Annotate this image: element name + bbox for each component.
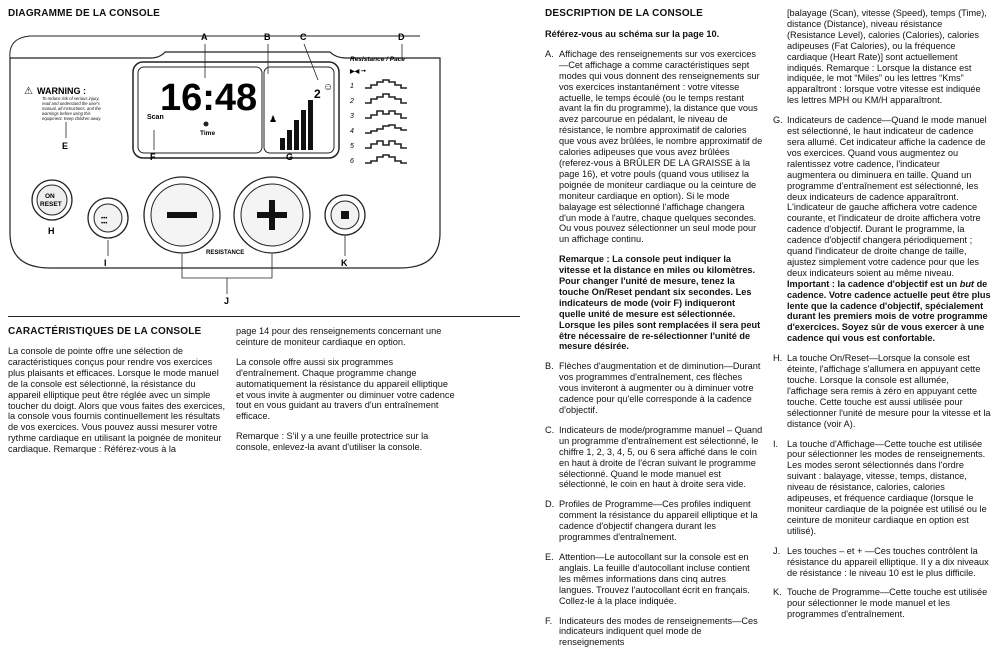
runner-icon: ♟: [269, 114, 278, 124]
diagram-title: DIAGRAMME DE LA CONSOLE: [8, 8, 161, 19]
program-button[interactable]: [325, 195, 365, 235]
on-label: ON: [45, 193, 55, 200]
svg-text:•••: •••: [101, 221, 108, 227]
console-diagram: [0, 18, 520, 310]
item-j: J. Les touches – et + —Ces touches contrôlent la résistance du appareil elliptique. Il y a dix niveaux de résistance : le niveau 10 est le plus difficile.: [773, 545, 989, 578]
minus-button[interactable]: [144, 177, 220, 253]
svg-text:▶◀ 🠖: ▶◀ 🠖: [350, 69, 367, 75]
item-c: C. Indicateurs de mode/programme manuel – Quand un programme d'entraînement est sélectionné, le chiffre 1, 2, 3, 4, 5, ou 6 sera affiché dans le coin en haut à droite de l'écran suivant le programme sélectionné. Quand le mode manuel est sélectionné, le coin en haut à droite sera vide.: [545, 424, 763, 490]
description-column: [545, 8, 763, 657]
svg-text:2: 2: [350, 98, 354, 105]
callout-i: I: [104, 258, 107, 268]
section-divider: [8, 316, 520, 317]
resistance-pace-header: Resistance / Pace: [350, 56, 405, 63]
callout-e: E: [62, 141, 69, 151]
scan-label: Scan: [147, 114, 164, 121]
program-profiles: [349, 68, 407, 165]
item-d: D. Profiles de Programme—Ces profiles indiquent comment la résistance du appareil elliptique et la cadence d'objectif changera durant les programmes d'entraînement.: [545, 499, 758, 543]
display-time: 16:48: [160, 77, 258, 119]
callout-k: K: [341, 258, 348, 268]
on-reset-button[interactable]: [32, 180, 72, 220]
item-a-remark: Remarque : La console peut indiquer la vitesse et la distance en miles ou kilomètres. Pour changer l'unité de mesure, tenez la touche On/Reset pendant six secondes. Les indicateurs de mode (voir F) indiqueront quelle unité de mesure est sélectionnée. Lorsque les piles sont remplacées il sera peut être nécessaire de re-sélectionner l'unité de mesure désirée.: [559, 254, 761, 352]
svg-text:1: 1: [350, 83, 354, 90]
warning-text: To reduce risk of serious injury, read and understand the user's manual, all instructions, and the warnings before using this equipment. Keep children away.: [42, 96, 102, 121]
console-top-edge: [10, 36, 420, 58]
features-col1: La console de pointe offre une sélection de caractéristiques conçus pour rendre vos exercices plus plaisants et efficaces. Lorsque le mode manuel de la console est sélectionné, la résistance du appareil elliptique peut être réglée avec un simple toucher du doigt. Alors que vous faites des exercices, la console vous fournis continuellement les résultats de vos exercices. Vous pouvez aussi mesurer votre rythme cardiaque en utilisant la poignée de moniteur cardiaque. Remarque : Référez-vous à la: [8, 346, 226, 455]
features-col2-p2: La console offre aussi six programmes d'entraînement. Chaque programme change automatiquement la résistance du appareil elliptique et vous invite à augmenter ou diminuer votre cadence tout en vous guidant au travers d'un entraînement efficace.: [236, 356, 455, 422]
person-icon: ☺: [323, 82, 334, 93]
svg-text:3: 3: [350, 113, 354, 120]
warning-icon: ⚠: [24, 86, 33, 97]
callout-j: J: [224, 296, 230, 306]
item-g: G. Indicateurs de cadence—Quand le mode manuel est sélectionné, le haut indicateur de cadence sera allumé. Cet indicateur affiche la cadence de vos exercices. Quand vous augmentez ou ralentissez votre cadence, l'indicateur augmentera ou diminuera en taille. Quand un programme d'entraînement est sélectionné, les deux indicateurs de cadence apparaîtront. L'indicateur de gauche affichera votre cadence courante, et l'indicateur de droite affichera votre cadence d'objectif. Durant le programme, la cadence d'objectif changera périodiquement ; quand l'indicateur de droite change de taille, ajustez simplement votre cadence pour que les deux indicateurs soient au même niveau. Important : la cadence d'objectif est un but de cadence. Votre cadence actuelle peut être plus lente que la cadence d'objectif, spécialement durant les premiers mois de votre programme d'exercices. Soyez sûr de vous exercer à une cadence qui vous est confortable.: [773, 115, 991, 344]
warning-title: WARNING :: [37, 86, 86, 96]
description-title: DESCRIPTION DE LA CONSOLE: [545, 8, 703, 19]
callout-a: A: [201, 32, 208, 42]
resistance-label: RESISTANCE: [206, 250, 245, 256]
plus-button[interactable]: [234, 177, 310, 253]
features-col2: [236, 326, 458, 462]
program-indicator: 2: [314, 87, 321, 101]
features-col2-p1: page 14 pour des renseignements concernant une ceinture de moniteur cardiaque en option.: [236, 326, 442, 347]
time-label: Time: [200, 130, 216, 137]
item-f: F. Indicateurs des modes de renseignements—Ces indicateurs indiquent quel mode de renseignements: [545, 615, 758, 648]
features-col2-p3: Remarque : S'il y a une feuille protectrice sur la console, enlevez-la avant d'utiliser la console.: [236, 431, 429, 453]
time-indicator-dot: [204, 122, 209, 127]
callout-h: H: [48, 226, 55, 236]
callout-b: B: [264, 32, 271, 42]
svg-text:4: 4: [350, 128, 354, 135]
item-b: B. Flèches d'augmentation et de diminution—Durant vos programmes d'entraînement, ces flèches vous inviteront à augmenter ou à diminuer votre cadence pour qu'elle corresponde à la cadence d'objectif.: [545, 361, 761, 415]
callout-g: G: [286, 152, 294, 162]
callout-f: F: [150, 152, 156, 162]
reset-label: RESET: [40, 201, 62, 208]
callout-c: C: [300, 32, 307, 42]
item-i: I. La touche d'Affichage—Cette touche est utilisée pour sélectionner les modes de renseignements. Les modes seront sélectionnés dans l'ordre suivant : balayage, vitesse, temps, distance, niveau de résistance, calories, calories adipeuses, et fréquence cardiaque (lorsque le moniteur cardiaque de la poignée est utilisé ou le ceinture de moniteur cardiaque en option est utilisé).: [773, 438, 987, 536]
svg-text:•••: •••: [101, 216, 108, 222]
svg-text:5: 5: [350, 143, 354, 150]
callout-d: D: [398, 32, 405, 42]
item-h: H. La touche On/Reset—Lorsque la console est éteinte, l'affichage s'allumera en appuyant cette touche. Lorsque la console est allumée, l'affichage sera remis à zéro en appuyant cette touche. Cette touche est aussi utilisée pour sélectionner l'unité de mesure pour la vitesse et la distance (voir A).: [773, 353, 991, 429]
item-e: E. Attention—Le autocollant sur la console est en anglais. La feuille d'autocollant incluse contient les mêmes informations dans cinq autres langues. Trouvez l'autocollant écrit en français. Collez-le à la place indiquée.: [545, 551, 750, 606]
features-title: CARACTÉRISTIQUES DE LA CONSOLE: [8, 326, 202, 337]
display-button[interactable]: [88, 198, 128, 238]
description-ref: Référez-vous au schéma sur la page 10.: [545, 29, 720, 39]
svg-text:6: 6: [350, 158, 354, 165]
item-a: A. Affichage des renseignements sur vos exercices—Cet affichage a comme caractéristiques sept modes qui vous donnent des renseignements sur vos exercices instantanément : votre vitesse actuelle, le temps écoulé (ou le temps restant avant la fin du programme), la distance que vous avez parcourue en pédalant, le niveau de résistance, le nombre approximatif de calories que vous avez brûlées, le nombre approximatif de calories adipeuses que vous avez brûlées (referez-vous à BRÛLER DE LA GRAISSE à la page 16), et votre pouls (quand vous utilisez la poignée de moniteur cardiaque ou la ceinture de moniteur cardiaque en option). Si le mode balayage est sélectionné l'affichage changera d'un mode à l'autre, chaque quelques secondes. Ou vous pouvez sélectionner un seul mode pour un affichage continu. Remarque : La console peut indiquer la vitesse et la distance en miles ou kilomètres. Pour changer l'unité de mesure, tenez la touche On/Reset pendant six secondes. Les indicateurs de mode (voir F) indiqueront quelle unité de mesure est sélectionnée. Lorsque les piles sont remplacées il sera peut être nécessaire de re-sélectionner l'unité de mesure désirée.: [545, 48, 763, 352]
description-column-right: [773, 8, 991, 629]
cadence-bars: [280, 100, 313, 150]
item-f-continued: [balayage (Scan), vitesse (Speed), temps (Time), distance (Distance), niveau résistance (Resistance Level), calories (Calories), calories adipeuses (Fat Calories), ou la fréquence cardiaque (Heart Rate)] sont actuellement indiqués. Remarque : Lorsque la distance est indiquée, le mot “Miles” ou les lettres “Kms” apparaîtront : lorsque votre vitesse est indiquée les lettres MPH ou KM/H apparaîtront.: [787, 8, 987, 106]
item-k: K. Touche de Programme—Cette touche est utilisée pour sélectionner le mode manuel et les programmes d'entraînement.: [773, 587, 988, 620]
